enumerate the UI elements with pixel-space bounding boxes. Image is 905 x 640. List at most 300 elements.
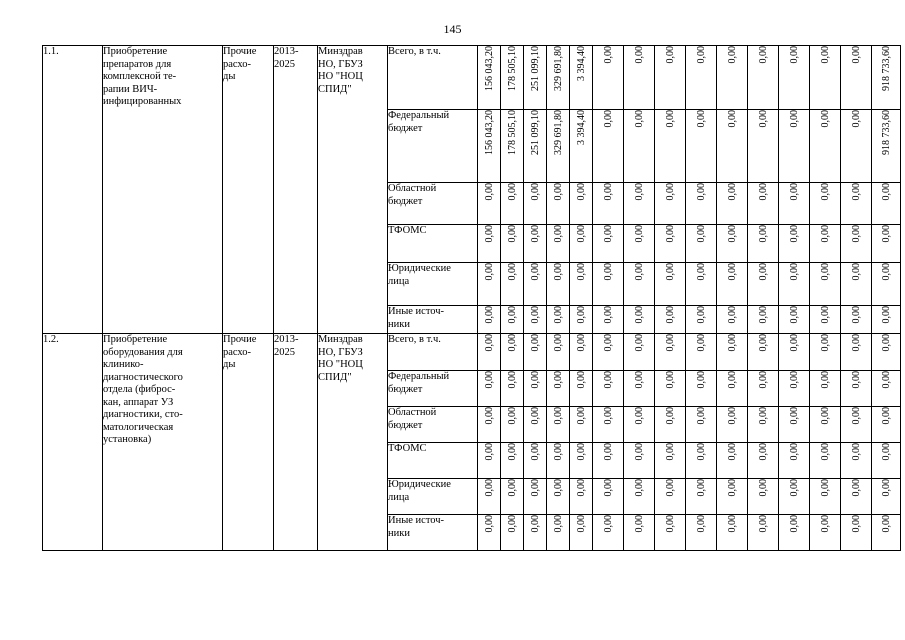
value-text: 0,00 bbox=[695, 306, 707, 324]
value-cell bbox=[501, 183, 524, 225]
value-text: 0,00 bbox=[788, 479, 800, 497]
value-cell bbox=[570, 407, 593, 443]
value-text: 0,00 bbox=[483, 334, 495, 352]
value-text: 918 733,60 bbox=[880, 46, 892, 91]
value-cell bbox=[501, 306, 524, 334]
value-cell bbox=[779, 183, 810, 225]
value-text: 0,00 bbox=[529, 306, 541, 324]
value-cell bbox=[624, 306, 655, 334]
value-text: 0,00 bbox=[880, 479, 892, 497]
funding-source bbox=[388, 306, 478, 334]
funding-source bbox=[388, 479, 478, 515]
value-cell bbox=[570, 306, 593, 334]
value-cell bbox=[547, 183, 570, 225]
budget-table bbox=[42, 45, 901, 551]
value-text: 178 505,10 bbox=[506, 46, 518, 91]
value-cell bbox=[624, 46, 655, 110]
value-text: 0,00 bbox=[695, 225, 707, 243]
expense-type bbox=[223, 46, 274, 334]
value-text: 0,00 bbox=[880, 183, 892, 201]
value-text: 0,00 bbox=[633, 306, 645, 324]
value-cell bbox=[547, 225, 570, 263]
value-cell bbox=[779, 46, 810, 110]
funding-source bbox=[388, 407, 478, 443]
value-text: 0,00 bbox=[529, 407, 541, 425]
value-cell bbox=[547, 46, 570, 110]
value-text: 0,00 bbox=[850, 306, 862, 324]
value-cell bbox=[478, 371, 501, 407]
value-text: 0,00 bbox=[757, 225, 769, 243]
funding-source bbox=[388, 183, 478, 225]
section-number-text: 1.2. bbox=[43, 334, 59, 345]
value-cell bbox=[501, 479, 524, 515]
value-text: 0,00 bbox=[602, 443, 614, 461]
value-text: 0,00 bbox=[506, 371, 518, 389]
value-text: 0,00 bbox=[850, 110, 862, 128]
value-text: 0,00 bbox=[575, 225, 587, 243]
value-text: 3 394,40 bbox=[575, 110, 587, 145]
value-text: 0,00 bbox=[726, 46, 738, 64]
value-text: 0,00 bbox=[726, 371, 738, 389]
value-cell bbox=[872, 443, 901, 479]
value-cell bbox=[624, 110, 655, 183]
value-cell bbox=[501, 443, 524, 479]
value-text: 0,00 bbox=[602, 407, 614, 425]
value-cell bbox=[478, 110, 501, 183]
value-text: 0,00 bbox=[529, 183, 541, 201]
value-cell bbox=[779, 407, 810, 443]
value-cell bbox=[547, 371, 570, 407]
value-cell bbox=[872, 263, 901, 306]
value-text: 0,00 bbox=[575, 183, 587, 201]
executor bbox=[318, 334, 388, 551]
value-text: 0,00 bbox=[529, 334, 541, 352]
value-text: 0,00 bbox=[506, 407, 518, 425]
value-cell bbox=[748, 407, 779, 443]
value-text: 0,00 bbox=[880, 443, 892, 461]
value-cell bbox=[624, 225, 655, 263]
funding-source bbox=[388, 515, 478, 551]
value-text: 0,00 bbox=[483, 407, 495, 425]
value-cell bbox=[748, 443, 779, 479]
value-cell bbox=[841, 515, 872, 551]
value-text: 0,00 bbox=[880, 334, 892, 352]
value-cell bbox=[655, 407, 686, 443]
value-cell bbox=[810, 479, 841, 515]
value-text: 0,00 bbox=[788, 110, 800, 128]
value-cell bbox=[717, 334, 748, 371]
value-cell bbox=[717, 225, 748, 263]
value-text: 0,00 bbox=[552, 371, 564, 389]
value-text: 0,00 bbox=[552, 407, 564, 425]
value-text: 0,00 bbox=[819, 443, 831, 461]
value-cell bbox=[478, 306, 501, 334]
value-cell bbox=[524, 263, 547, 306]
value-cell bbox=[872, 225, 901, 263]
value-cell bbox=[872, 371, 901, 407]
value-cell bbox=[478, 225, 501, 263]
value-cell bbox=[478, 479, 501, 515]
value-cell bbox=[748, 183, 779, 225]
value-text: 0,00 bbox=[695, 443, 707, 461]
value-text: 0,00 bbox=[880, 263, 892, 281]
value-cell bbox=[655, 183, 686, 225]
value-text: 0,00 bbox=[726, 263, 738, 281]
value-text: 0,00 bbox=[575, 515, 587, 533]
value-cell bbox=[501, 225, 524, 263]
funding-source bbox=[388, 46, 478, 110]
value-text: 0,00 bbox=[788, 334, 800, 352]
expense-type-text: Прочие расхо- ды bbox=[223, 334, 257, 370]
value-cell bbox=[717, 263, 748, 306]
value-text: 0,00 bbox=[602, 110, 614, 128]
value-cell bbox=[748, 479, 779, 515]
funding-source-label: Иные источ- ники bbox=[388, 515, 445, 539]
value-cell bbox=[717, 515, 748, 551]
funding-source-label: Юридические лица bbox=[388, 479, 451, 503]
value-cell bbox=[655, 46, 686, 110]
value-text: 0,00 bbox=[695, 479, 707, 497]
implementation-period bbox=[274, 46, 318, 334]
value-cell bbox=[655, 263, 686, 306]
value-text: 0,00 bbox=[529, 515, 541, 533]
value-cell bbox=[478, 46, 501, 110]
value-cell bbox=[872, 515, 901, 551]
value-cell bbox=[872, 407, 901, 443]
value-cell bbox=[872, 110, 901, 183]
value-text: 0,00 bbox=[695, 183, 707, 201]
value-cell bbox=[810, 443, 841, 479]
value-cell bbox=[547, 110, 570, 183]
value-text: 0,00 bbox=[664, 263, 676, 281]
value-cell bbox=[841, 371, 872, 407]
value-text: 0,00 bbox=[575, 407, 587, 425]
value-cell bbox=[686, 443, 717, 479]
value-cell bbox=[624, 263, 655, 306]
value-cell bbox=[524, 46, 547, 110]
value-text: 0,00 bbox=[695, 371, 707, 389]
value-text: 0,00 bbox=[633, 183, 645, 201]
value-text: 0,00 bbox=[757, 183, 769, 201]
value-cell bbox=[547, 479, 570, 515]
value-text: 0,00 bbox=[726, 225, 738, 243]
value-cell bbox=[624, 371, 655, 407]
value-cell bbox=[655, 371, 686, 407]
value-text: 0,00 bbox=[552, 306, 564, 324]
value-cell bbox=[501, 46, 524, 110]
funding-source-label: Юридические лица bbox=[388, 263, 451, 287]
value-cell bbox=[593, 46, 624, 110]
value-cell bbox=[779, 371, 810, 407]
table-row bbox=[43, 46, 901, 110]
value-text: 0,00 bbox=[506, 479, 518, 497]
value-text: 0,00 bbox=[529, 371, 541, 389]
value-cell bbox=[686, 479, 717, 515]
value-text: 0,00 bbox=[695, 334, 707, 352]
value-cell bbox=[501, 334, 524, 371]
value-cell bbox=[841, 263, 872, 306]
implementation-period-text: 2013- 2025 bbox=[274, 46, 299, 70]
value-cell bbox=[748, 263, 779, 306]
executor-text: Минздрав НО, ГБУЗ НО "НОЦ СПИД" bbox=[318, 46, 363, 95]
value-text: 0,00 bbox=[726, 183, 738, 201]
value-text: 0,00 bbox=[529, 225, 541, 243]
section-number bbox=[43, 334, 103, 551]
value-text: 156 043,20 bbox=[483, 46, 495, 91]
value-cell bbox=[547, 407, 570, 443]
value-cell bbox=[593, 515, 624, 551]
value-text: 0,00 bbox=[575, 263, 587, 281]
section-name-text: Приобретение препаратов для комплексной те- рапии ВИЧ- инфицированных bbox=[103, 46, 182, 107]
value-text: 0,00 bbox=[819, 334, 831, 352]
value-cell bbox=[686, 515, 717, 551]
value-text: 0,00 bbox=[664, 225, 676, 243]
value-text: 0,00 bbox=[602, 225, 614, 243]
value-cell bbox=[748, 46, 779, 110]
value-text: 0,00 bbox=[788, 407, 800, 425]
value-cell bbox=[624, 407, 655, 443]
value-text: 0,00 bbox=[880, 371, 892, 389]
value-text: 0,00 bbox=[529, 443, 541, 461]
value-cell bbox=[547, 263, 570, 306]
value-text: 0,00 bbox=[483, 183, 495, 201]
value-cell bbox=[593, 306, 624, 334]
value-text: 0,00 bbox=[664, 371, 676, 389]
funding-source-label: Федеральный бюджет bbox=[388, 110, 450, 134]
value-cell bbox=[686, 183, 717, 225]
value-cell bbox=[524, 407, 547, 443]
value-text: 0,00 bbox=[850, 443, 862, 461]
value-cell bbox=[779, 443, 810, 479]
value-text: 0,00 bbox=[483, 479, 495, 497]
value-text: 0,00 bbox=[483, 515, 495, 533]
value-text: 0,00 bbox=[664, 306, 676, 324]
value-text: 0,00 bbox=[664, 46, 676, 64]
funding-source bbox=[388, 263, 478, 306]
value-cell bbox=[570, 183, 593, 225]
value-cell bbox=[655, 110, 686, 183]
value-text: 0,00 bbox=[506, 183, 518, 201]
value-cell bbox=[810, 263, 841, 306]
value-text: 0,00 bbox=[483, 443, 495, 461]
value-text: 0,00 bbox=[880, 306, 892, 324]
value-text: 0,00 bbox=[575, 334, 587, 352]
funding-source-label: Всего, в т.ч. bbox=[388, 46, 441, 57]
funding-source-label: Всего, в т.ч. bbox=[388, 334, 441, 345]
value-cell bbox=[779, 110, 810, 183]
funding-source-label: Иные источ- ники bbox=[388, 306, 445, 330]
value-cell bbox=[655, 515, 686, 551]
value-text: 0,00 bbox=[850, 183, 862, 201]
value-text: 0,00 bbox=[788, 183, 800, 201]
value-cell bbox=[841, 183, 872, 225]
value-cell bbox=[748, 225, 779, 263]
value-text: 0,00 bbox=[552, 334, 564, 352]
value-cell bbox=[570, 515, 593, 551]
value-cell bbox=[624, 443, 655, 479]
value-text: 0,00 bbox=[695, 110, 707, 128]
value-text: 0,00 bbox=[819, 225, 831, 243]
value-text: 0,00 bbox=[633, 443, 645, 461]
value-text: 0,00 bbox=[552, 263, 564, 281]
value-cell bbox=[524, 334, 547, 371]
value-text: 0,00 bbox=[819, 183, 831, 201]
value-text: 0,00 bbox=[483, 306, 495, 324]
value-text: 0,00 bbox=[788, 371, 800, 389]
value-cell bbox=[478, 443, 501, 479]
page-number: 145 bbox=[443, 22, 462, 36]
value-text: 0,00 bbox=[552, 443, 564, 461]
value-cell bbox=[686, 371, 717, 407]
value-cell bbox=[841, 479, 872, 515]
value-text: 0,00 bbox=[695, 407, 707, 425]
value-cell bbox=[570, 263, 593, 306]
value-text: 0,00 bbox=[575, 371, 587, 389]
value-cell bbox=[841, 407, 872, 443]
value-cell bbox=[841, 443, 872, 479]
implementation-period-text: 2013- 2025 bbox=[274, 334, 299, 358]
value-cell bbox=[686, 46, 717, 110]
value-cell bbox=[478, 334, 501, 371]
value-cell bbox=[810, 183, 841, 225]
value-text: 0,00 bbox=[506, 334, 518, 352]
value-cell bbox=[717, 46, 748, 110]
value-text: 178 505,10 bbox=[506, 110, 518, 155]
value-text: 918 733,60 bbox=[880, 110, 892, 155]
funding-source-label: ТФОМС bbox=[388, 225, 427, 236]
value-text: 0,00 bbox=[850, 263, 862, 281]
value-cell bbox=[810, 46, 841, 110]
funding-source bbox=[388, 443, 478, 479]
value-cell bbox=[501, 110, 524, 183]
value-cell bbox=[717, 306, 748, 334]
value-cell bbox=[593, 443, 624, 479]
value-text: 0,00 bbox=[602, 515, 614, 533]
value-cell bbox=[810, 371, 841, 407]
value-text: 0,00 bbox=[850, 46, 862, 64]
value-text: 0,00 bbox=[602, 306, 614, 324]
value-text: 0,00 bbox=[664, 334, 676, 352]
value-text: 0,00 bbox=[819, 110, 831, 128]
value-cell bbox=[779, 263, 810, 306]
executor-text: Минздрав НО, ГБУЗ НО "НОЦ СПИД" bbox=[318, 334, 363, 383]
value-text: 0,00 bbox=[757, 371, 769, 389]
value-text: 0,00 bbox=[850, 334, 862, 352]
value-cell bbox=[841, 306, 872, 334]
value-text: 0,00 bbox=[819, 46, 831, 64]
value-cell bbox=[501, 263, 524, 306]
value-cell bbox=[779, 334, 810, 371]
value-text: 0,00 bbox=[506, 306, 518, 324]
value-text: 0,00 bbox=[602, 334, 614, 352]
value-cell bbox=[717, 371, 748, 407]
value-text: 0,00 bbox=[757, 443, 769, 461]
value-text: 251 099,10 bbox=[529, 110, 541, 155]
value-cell bbox=[478, 515, 501, 551]
value-text: 0,00 bbox=[552, 515, 564, 533]
value-text: 3 394,40 bbox=[575, 46, 587, 81]
value-cell bbox=[524, 515, 547, 551]
value-cell bbox=[570, 225, 593, 263]
value-cell bbox=[872, 306, 901, 334]
value-text: 0,00 bbox=[575, 306, 587, 324]
section-name-text: Приобретение оборудования для клинико- диагностического отдела (фиброс- кан, аппарат УЗ диагностики, сто- матологическая установка) bbox=[103, 334, 183, 445]
value-cell bbox=[593, 263, 624, 306]
value-text: 0,00 bbox=[633, 515, 645, 533]
value-cell bbox=[748, 306, 779, 334]
value-cell bbox=[593, 371, 624, 407]
value-cell bbox=[570, 371, 593, 407]
value-text: 0,00 bbox=[483, 371, 495, 389]
value-text: 0,00 bbox=[664, 407, 676, 425]
value-text: 0,00 bbox=[633, 263, 645, 281]
value-text: 0,00 bbox=[850, 225, 862, 243]
value-cell bbox=[655, 479, 686, 515]
value-text: 0,00 bbox=[633, 334, 645, 352]
value-cell bbox=[624, 334, 655, 371]
value-cell bbox=[524, 110, 547, 183]
value-text: 329 691,80 bbox=[552, 110, 564, 155]
value-text: 0,00 bbox=[788, 263, 800, 281]
value-cell bbox=[686, 334, 717, 371]
funding-source-label: ТФОМС bbox=[388, 443, 427, 454]
value-cell bbox=[570, 110, 593, 183]
value-cell bbox=[524, 306, 547, 334]
value-text: 0,00 bbox=[552, 225, 564, 243]
value-text: 0,00 bbox=[602, 479, 614, 497]
value-text: 0,00 bbox=[726, 306, 738, 324]
value-text: 0,00 bbox=[664, 515, 676, 533]
expense-type bbox=[223, 334, 274, 551]
value-text: 0,00 bbox=[726, 407, 738, 425]
value-text: 0,00 bbox=[506, 263, 518, 281]
value-cell bbox=[624, 183, 655, 225]
value-cell bbox=[655, 225, 686, 263]
value-text: 0,00 bbox=[602, 183, 614, 201]
value-cell bbox=[501, 407, 524, 443]
value-text: 0,00 bbox=[506, 515, 518, 533]
section-number-text: 1.1. bbox=[43, 46, 59, 57]
value-text: 0,00 bbox=[757, 407, 769, 425]
value-cell bbox=[593, 334, 624, 371]
value-cell bbox=[655, 334, 686, 371]
value-text: 0,00 bbox=[552, 479, 564, 497]
value-text: 0,00 bbox=[819, 407, 831, 425]
value-cell bbox=[810, 225, 841, 263]
value-cell bbox=[501, 515, 524, 551]
value-text: 0,00 bbox=[819, 306, 831, 324]
value-cell bbox=[593, 407, 624, 443]
value-text: 0,00 bbox=[850, 515, 862, 533]
value-cell bbox=[547, 515, 570, 551]
value-text: 0,00 bbox=[633, 110, 645, 128]
table-row bbox=[43, 334, 901, 371]
value-cell bbox=[478, 407, 501, 443]
value-cell bbox=[524, 183, 547, 225]
value-cell bbox=[624, 515, 655, 551]
value-text: 0,00 bbox=[602, 263, 614, 281]
implementation-period bbox=[274, 334, 318, 551]
value-cell bbox=[570, 334, 593, 371]
value-cell bbox=[624, 479, 655, 515]
value-cell bbox=[779, 306, 810, 334]
value-cell bbox=[717, 407, 748, 443]
funding-source-label: Областной бюджет bbox=[388, 407, 437, 431]
value-text: 0,00 bbox=[726, 110, 738, 128]
value-cell bbox=[524, 371, 547, 407]
value-cell bbox=[593, 225, 624, 263]
value-text: 0,00 bbox=[850, 407, 862, 425]
